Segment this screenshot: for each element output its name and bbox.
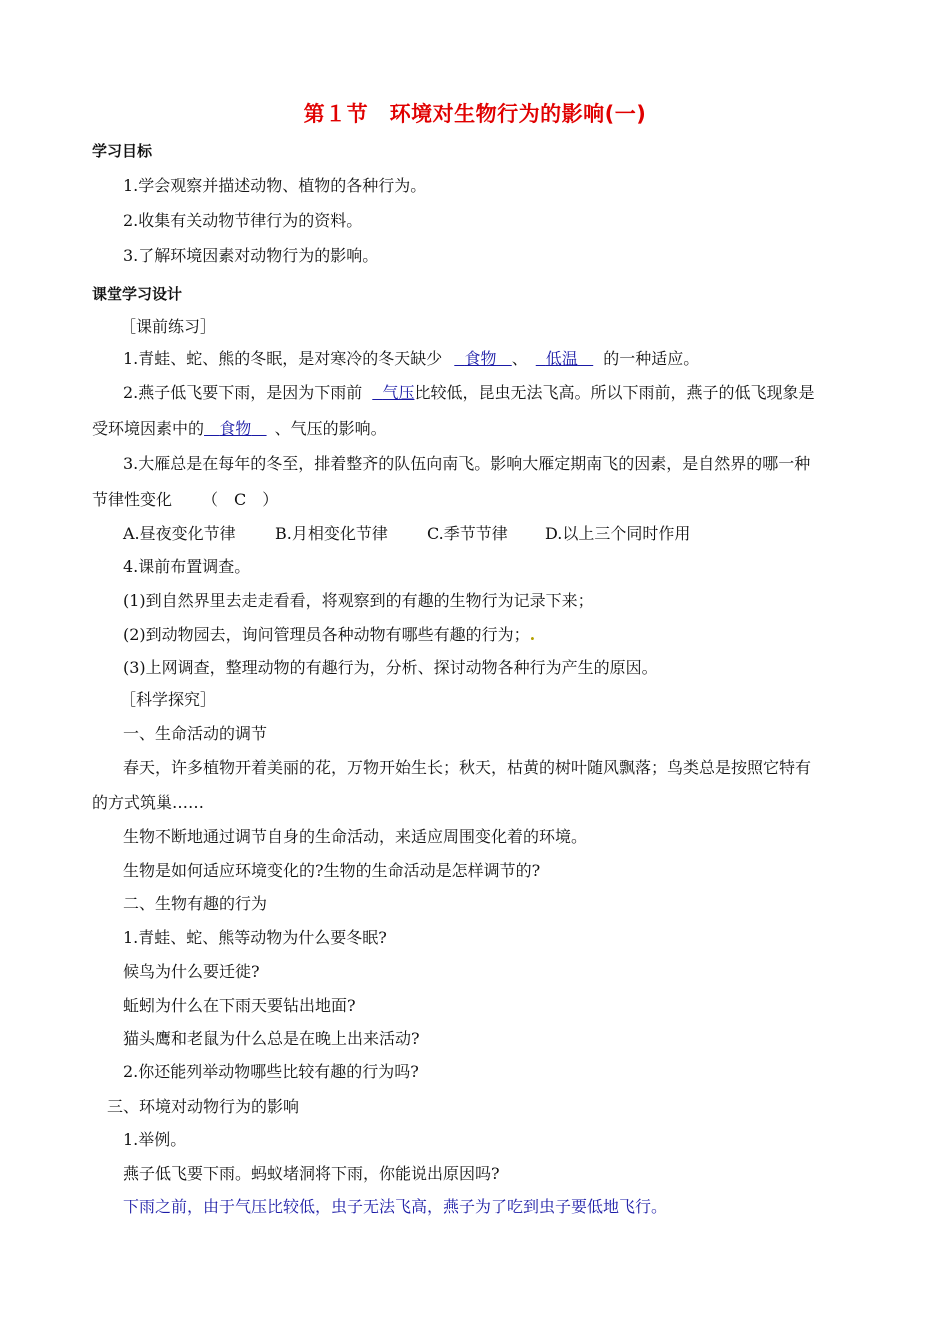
question-3-line1: 3.大雁总是在每年的冬至，排着整齐的队伍向南飞。影响大雁定期南飞的因素，是自然界的哪一种 <box>123 454 811 473</box>
part2-question: 候鸟为什么要迁徙? <box>123 962 260 981</box>
part2-question: 1.青蛙、蛇、熊等动物为什么要冬眠? <box>123 928 387 947</box>
mark-dot: . <box>529 625 536 644</box>
option-b: B.月相变化节律 <box>275 524 388 543</box>
option-c: C.季节节律 <box>427 524 508 543</box>
paragraph: 的方式筑巢…… <box>92 793 205 812</box>
paragraph: 生物是如何适应环境变化的?生物的生命活动是怎样调节的? <box>123 861 541 880</box>
question-text: 受环境因素中的 <box>92 419 205 438</box>
section-heading-objectives: 学习目标 <box>92 142 153 160</box>
question-3-options <box>123 523 690 545</box>
question-1 <box>123 348 699 370</box>
answer-blank: 气压 <box>382 383 415 402</box>
question-2-line2 <box>92 418 387 440</box>
question-text: 比较低，昆虫无法飞高。所以下雨前，燕子的低飞现象是 <box>414 383 815 402</box>
option-d: D.以上三个同时作用 <box>545 524 691 543</box>
paragraph: 春天，许多植物开着美丽的花，万物开始生长；秋天，枯黄的树叶随风飘落；鸟类总是按照它特有 <box>123 758 812 777</box>
survey-item: (1)到自然界里去走走看看，将观察到的有趣的生物行为记录下来； <box>123 591 594 610</box>
page-title: 第１节 环境对生物行为的影响(一) <box>303 102 647 126</box>
part1-heading: 一、生命活动的调节 <box>123 724 268 743</box>
part3-answer: 下雨之前，由于气压比较低，虫子无法飞高，燕子为了吃到虫子要低地飞行。 <box>123 1197 668 1216</box>
part2-question: 猫头鹰和老鼠为什么总是在晚上出来活动? <box>123 1029 420 1048</box>
answer-blank: 低温 <box>545 349 578 368</box>
answer-blank: 食物 <box>219 419 252 438</box>
question-text: 、气压的影响。 <box>274 419 387 438</box>
pre-exercise-label: ［课前练习］ <box>120 317 217 336</box>
part2-question: 2.你还能列举动物哪些比较有趣的行为吗? <box>123 1062 419 1081</box>
paragraph: 生物不断地通过调节自身的生命活动，来适应周围变化着的环境。 <box>123 827 588 846</box>
part2-heading: 二、生物有趣的行为 <box>123 894 268 913</box>
objective-item: 1.学会观察并描述动物、植物的各种行为。 <box>123 176 427 195</box>
question-text: 2.燕子低飞要下雨，是因为下雨前 <box>123 383 363 402</box>
part3-heading: 三、环境对动物行为的影响 <box>107 1097 300 1116</box>
question-3-line2 <box>92 489 278 511</box>
objective-item: 3.了解环境因素对动物行为的影响。 <box>123 246 379 265</box>
question-4: 4.课前布置调查。 <box>123 557 251 576</box>
part2-question: 蚯蚓为什么在下雨天要钻出地面? <box>123 996 356 1015</box>
part3-question: 燕子低飞要下雨。蚂蚁堵洞将下雨，你能说出原因吗? <box>123 1164 500 1183</box>
objective-item: 2.收集有关动物节律行为的资料。 <box>123 211 363 230</box>
answer-blank: 食物 <box>464 349 497 368</box>
question-text: 1.青蛙、蛇、熊的冬眠，是对寒冷的冬天缺少 <box>123 349 443 368</box>
survey-item: (2)到动物园去，询问管理员各种动物有哪些有趣的行为；. <box>123 625 536 644</box>
question-2-line1 <box>123 382 814 404</box>
question-text: 节律性变化 <box>92 490 173 509</box>
section-heading-design: 课堂学习设计 <box>92 285 183 303</box>
separator: 、 <box>511 349 528 368</box>
part3-item: 1.举例。 <box>123 1130 187 1149</box>
answer-choice: （ C ） <box>202 490 279 509</box>
question-text: 的一种适应。 <box>603 349 700 368</box>
survey-item: (3)上网调查，整理动物的有趣行为，分析、探讨动物各种行为产生的原因。 <box>123 658 658 677</box>
option-a: A.昼夜变化节律 <box>123 524 236 543</box>
science-label: ［科学探究］ <box>120 690 217 709</box>
